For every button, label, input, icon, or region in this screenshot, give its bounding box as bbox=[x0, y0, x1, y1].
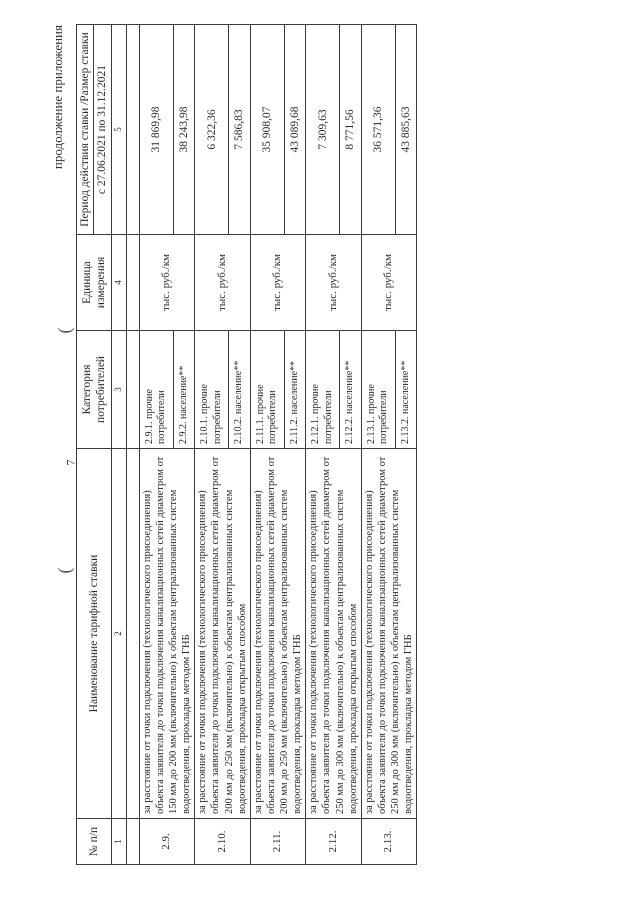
row-number: 2.11. bbox=[250, 819, 306, 865]
tariff-name: за расстояние от точки подключения (технологического присоединения) объекта заявителя до точки подключения канализационных сетей диаметром от 200 мм до 250 мм (включительно) к объектам централизованных систем водоотведения, прокладка открытым способом bbox=[195, 449, 251, 819]
rate-value: 6 322,36 bbox=[195, 25, 229, 235]
rate-value: 43 885,63 bbox=[395, 25, 416, 235]
tariff-name: за расстояние от точки подключения (технологического присоединения) объекта заявителя до точки подключения канализационных сетей диаметром от 250 мм до 300 мм (включительно) к объектам централизованных систем водоотведения, прокладка открытым способом bbox=[306, 449, 362, 819]
category: 2.12.2. население** bbox=[340, 331, 361, 449]
rate-value: 8 771,56 bbox=[340, 25, 361, 235]
category: 2.9.2. население** bbox=[173, 331, 194, 449]
bracket-mark: ( bbox=[54, 567, 75, 574]
header-period: Период действия ставки /Размер ставки bbox=[77, 25, 94, 235]
table-row bbox=[139, 25, 173, 865]
unit: тыс. руб./км bbox=[306, 235, 362, 331]
category: 2.10.2. население** bbox=[229, 331, 250, 449]
rate-value: 36 571,36 bbox=[361, 25, 395, 235]
rate-value: 31 869,98 bbox=[139, 25, 173, 235]
table-row bbox=[195, 25, 229, 865]
row-number: 2.12. bbox=[306, 819, 362, 865]
category: 2.12.1. прочие потребители bbox=[306, 331, 340, 449]
rotated-page-content bbox=[50, 25, 575, 865]
col-index: 3 bbox=[111, 331, 126, 449]
header-unit: Единица измерения bbox=[77, 235, 112, 331]
rate-value: 7 586,83 bbox=[229, 25, 250, 235]
row-number: 2.13. bbox=[361, 819, 417, 865]
unit: тыс. руб./км bbox=[250, 235, 306, 331]
col-index: 2 bbox=[111, 449, 126, 819]
header-name: Наименование тарифной ставки bbox=[77, 449, 112, 819]
col-index: 1 bbox=[111, 819, 126, 865]
category: 2.9.1. прочие потребители bbox=[139, 331, 173, 449]
header-category: Категория потребителей bbox=[77, 331, 112, 449]
tariff-name: за расстояние от точки подключения (технологического присоединения) объекта заявителя до точки подключения канализационных сетей диаметром от 150 мм до 200 мм (включительно) к объектам централизованных систем водоотведения, прокладка методом ГНБ bbox=[139, 449, 195, 819]
table-row bbox=[306, 25, 340, 865]
tariff-name: за расстояние от точки подключения (технологического присоединения) объекта заявителя до точки подключения канализационных сетей диаметром от 250 мм до 300 мм (включительно) к объектам централизованных систем водоотведения, прокладка методом ГНБ bbox=[361, 449, 417, 819]
rate-value: 38 243,98 bbox=[173, 25, 194, 235]
rate-value: 43 089,68 bbox=[284, 25, 305, 235]
continuation-caption: продолжение приложения bbox=[50, 25, 65, 170]
bracket-mark: ( bbox=[54, 327, 75, 334]
category: 2.10.1. прочие потребители bbox=[195, 331, 229, 449]
table-row bbox=[361, 25, 395, 865]
category: 2.11.2. население** bbox=[284, 331, 305, 449]
header-period-range: с 27.06.2021 по 31.12.2021 bbox=[94, 25, 111, 235]
header-num: № п/п bbox=[77, 819, 112, 865]
category: 2.13.1. прочие потребители bbox=[361, 331, 395, 449]
col-index: 5 bbox=[111, 25, 126, 235]
table-row bbox=[250, 25, 284, 865]
category: 2.11.1. прочие потребители bbox=[250, 331, 284, 449]
unit: тыс. руб./км bbox=[139, 235, 195, 331]
row-number: 2.10. bbox=[195, 819, 251, 865]
col-index: 4 bbox=[111, 235, 126, 331]
tariff-name: за расстояние от точки подключения (технологического присоединения) объекта заявителя до точки подключения канализационных сетей диаметром от 200 мм до 250 мм (включительно) к объектам централизованных систем водоотведения, прокладка методом ГНБ bbox=[250, 449, 306, 819]
row-number: 2.9. bbox=[139, 819, 195, 865]
category: 2.13.2. население** bbox=[395, 331, 416, 449]
tariff-table bbox=[76, 24, 417, 865]
page-number: 7 bbox=[63, 459, 78, 466]
rate-value: 7 309,63 bbox=[306, 25, 340, 235]
rate-value: 35 908,07 bbox=[250, 25, 284, 235]
unit: тыс. руб./км bbox=[195, 235, 251, 331]
unit: тыс. руб./км bbox=[361, 235, 417, 331]
